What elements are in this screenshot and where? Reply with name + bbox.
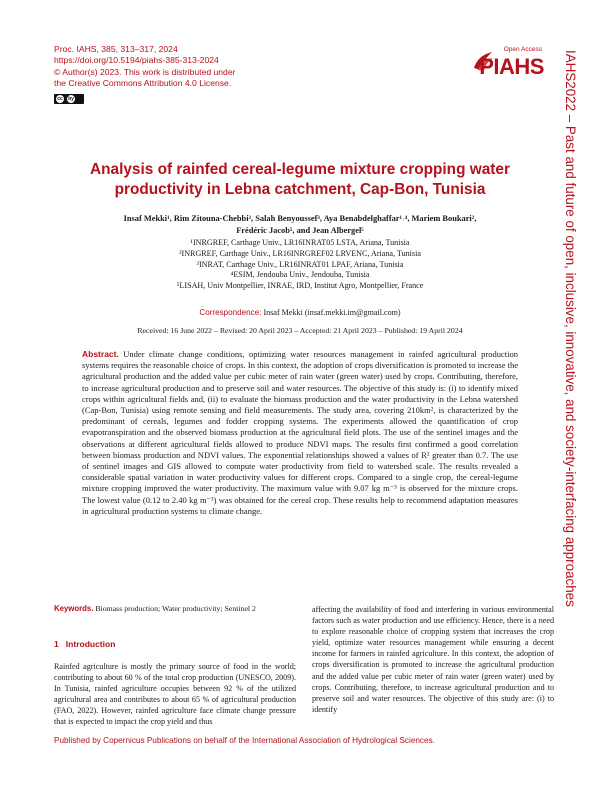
- title-line: productivity in Lebna catchment, Cap-Bon, Tunisia: [114, 181, 486, 198]
- affiliation: ³INRAT, Carthage Univ., LR16INRAT01 LPAF, Ariana, Tunisia: [196, 259, 404, 269]
- authors-line: Insaf Mekki¹, Rim Zitouna-Chebbi², Salah Benyoussef³, Aya Benabdelghaffar¹˒⁴, Mariem Boukari²,: [123, 214, 477, 223]
- section-heading-introduction: 1 Introduction: [54, 639, 116, 649]
- side-banner-text: IAHS2022 – Past and future of open, inclusive, innovative, and society-interfacing approaches: [563, 50, 578, 607]
- piahs-logo: [472, 46, 546, 88]
- correspondence-label: Correspondence:: [199, 308, 262, 317]
- cc-by-license-icon[interactable]: [54, 94, 84, 104]
- affiliation: ²INRGREF, Carthage Univ., LR16INRGREF02 LRVENC, Ariana, Tunisia: [179, 248, 421, 258]
- body-column-right: affecting the availability of food and interfering in various environmental factors such as water production and use efficiency. Hence, there is a need to explore reasonable choice of cropping system that increases the crop yield, optimize water resources management while ensuring a decent income for farmers in rainfed agriculture. In this context, the adoption of crops diversification is promoted to increase the agricultural production and the added value per cubic meter of rain water (green water) used by crops. Contributing, therefore, to increase agricultural production and to preserve soil and water resources. The objective of this study are: (i) to identify: [312, 605, 554, 714]
- abstract-label: Abstract.: [82, 349, 119, 359]
- abstract-text: Under climate change conditions, optimizing water resources management in rainfed agricultural production systems requires the reasonable choice of crops. In this context, the adoption of crops diversification is promoted to increase the agricultural production and the added value per cubic meter of rain water (green water) used by crops. Contributing, therefore, to increase agricultural production and to preserve soil and water resources. The objective of this study is: (i) to identify mixed crops within agricultural fields and, (ii) to evaluate the biomass production and the water productivity in the Lebna watershed (Cap-Bon, Tunisia) using remote sensing and field measurements. The study area, covering 210km², is characterized by the predominant of cereals, legumes and fodder cropping systems. The experiments allowed the quantification of crop evapotranspiration and the observed biomass production at the agricultural field plots. The use of the sentinel images and the observations at different agricultural fields allowed to produce NDVI maps. The results first confirmed a good correlation between biomass production and NDVI values. The exponential relationships showed a values of R² greater than 0.7. The use of sentinel images and GIS allowed to compute water productivity from field to watershed scale. The results revealed a considerable spatial variation in water productivity values for different crops. Compared to a single crop, the cereal-legume mixture cropping improved the water productivity. The maximum value with 9.07 kg m⁻³ is observed for the mixture crops. The lowest value (0.12 to 2.40 kg m⁻³) was obtained for the cereal crop. These results help to recommend adaptation measures in agricultural production systems to climate change.: [82, 349, 518, 516]
- publication-dates: Received: 16 June 2022 – Revised: 20 April 2023 – Accepted: 21 April 2023 – Published: 19 April 2024: [137, 326, 463, 335]
- copyright-line: © Author(s) 2023. This work is distributed under: [54, 66, 236, 77]
- author-list: [70, 213, 530, 236]
- affiliation: ¹INRGREF, Carthage Univ., LR16INRAT05 LSTA, Ariana, Tunisia: [190, 238, 410, 247]
- abstract: [82, 349, 518, 517]
- doi-link[interactable]: https://doi.org/10.5194/piahs-385-313-2024: [54, 55, 219, 66]
- journal-header: [54, 44, 235, 89]
- keywords: [54, 604, 294, 613]
- correspondence: [80, 308, 520, 317]
- paper-title: [60, 160, 540, 200]
- affiliation: ⁴ESIM, Jendouba Univ., Jendouba, Tunisia: [230, 270, 370, 280]
- by-icon: by: [68, 96, 74, 102]
- body-column-left: Rainfed agriculture is mostly the primary source of food in the world; contributing to about 60 % of the total crop production (UNESCO, 2009). In Tunisia, rainfed agriculture occupies between 92 % of the utilized agricultural area and contributes to about 65 % of agricultural production (FAO, 2022). However, rainfed agriculture face climate change pressure that is expected to impact the crop yield and thus: [54, 662, 296, 727]
- cc-icon: cc: [57, 96, 63, 102]
- license-line[interactable]: the Creative Commons Attribution 4.0 License.: [54, 77, 232, 88]
- logo-text: PIAHS: [479, 54, 544, 79]
- keywords-label: Keywords.: [54, 604, 94, 613]
- publisher-footer: Published by Copernicus Publications on behalf of the International Association of Hydrological Sciences.: [54, 736, 435, 745]
- affiliation: ⁵LISAH, Univ Montpellier, INRAE, IRD, Institut Agro, Montpellier, France: [176, 281, 424, 291]
- citation: Proc. IAHS, 385, 313–317, 2024: [54, 44, 178, 54]
- correspondence-text[interactable]: Insaf Mekki (insaf.mekki.im@gmail.com): [263, 308, 401, 317]
- authors-line: Frédéric Jacob⁵, and Jean Albergel⁵: [236, 225, 364, 235]
- open-access-label: Open Access: [503, 46, 542, 53]
- title-line: Analysis of rainfed cereal-legume mixture cropping water: [90, 161, 510, 178]
- affiliations: [80, 238, 520, 292]
- keywords-text: Biomass production; Water productivity; Sentinel 2: [95, 604, 256, 613]
